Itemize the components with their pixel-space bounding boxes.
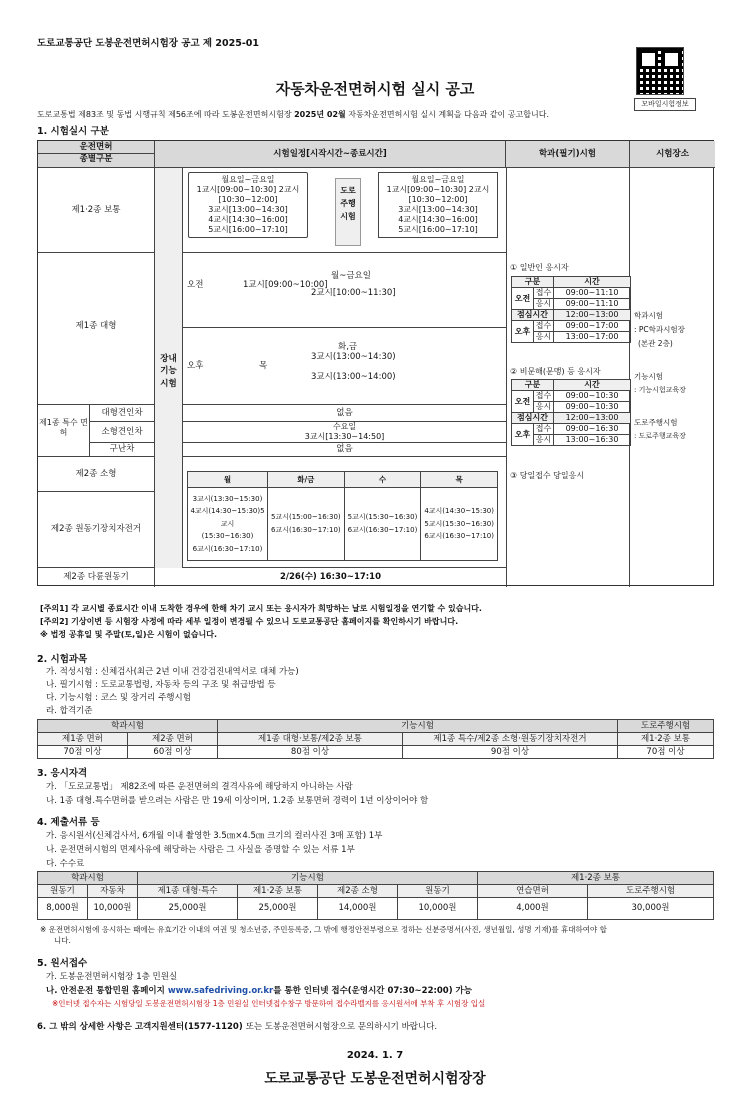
arena-times-normal: 월요일~금요일 1교시[09:00~10:30] 2교시 [10:30~12:00] 3교시[13:00~14:30] 4교시[14:30~16:00] 5교시[16:00~17:10] [188,172,308,238]
t1-pm-reg-l: 접수 [534,321,554,332]
section-4-title: 4. 제출서류 등 [37,817,100,828]
note-3: ※ 법정 공휴일 및 주말(토,일)은 시험이 없습니다. [40,630,217,639]
wk-tuefri: 화/금 [268,472,345,488]
pc-h-road: 도로주행시험 [618,720,714,733]
block-large-pm [183,328,506,405]
fv-8: 30,000원 [588,898,714,920]
t2-take: 응시 [534,402,554,413]
row-wrecker: 구난차 [90,443,155,457]
col-written: 학과(필기)시험 [506,141,630,168]
s4-item-2: 나. 운전면허시험의 면제사유에 해당하는 사람은 그 사실을 증명할 수 있는 서류 1부 [46,845,355,855]
place-written-floor: (본관 2층) [638,339,673,348]
place-road-room: : 도로주행교육장 [634,432,686,440]
wh2-div: 구분 [512,380,554,391]
t1-am-reg: 09:00~11:10 [554,288,631,299]
pc-h-arena: 기능시험 [218,720,618,733]
t2-pm-reg-l: 접수 [534,424,554,435]
place-arena-room: : 기능시험교육장 [634,386,686,394]
note-2: [주의2] 기상이변 등 시험장 사정에 따라 세부 일정이 변경될 수 있으니 도로교통공단 홈페이지를 확인하시기 바랍니다. [40,617,459,626]
fv-7: 4,000원 [478,898,588,920]
fh-8: 도로주행시험 [588,885,714,898]
fee-table [37,871,714,920]
wk-mon: 월 [188,472,268,488]
footer-date: 2024. 1. 7 [346,1050,404,1061]
row-large-tow: 대형견인차 [90,405,155,422]
fh-3: 제1종 대형·특수 [138,885,238,898]
t1-lunch: 점심시간 [512,310,554,321]
wk-wed-times: 5교시(15:30~16:30) 6교시(16:30~17:10) [344,488,421,561]
t2-lunch: 점심시간 [512,413,554,424]
road-test-label: 도로 주행 시험 [335,178,361,246]
t1-take: 응시 [534,299,554,310]
row-class2-multi: 제2종 다륜원동기 [38,568,155,587]
section-6: 6. 그 밖의 상세한 사항은 고객지원센터(1577-1120) 또는 도봉운전면허시험장으로 문의하시기 바랍니다. [37,1022,438,1032]
t2-am: 오전 [512,391,534,413]
place-road: 도로주행시험 [634,418,678,427]
special-wrecker: 없음 [183,443,506,457]
fv-1: 8,000원 [38,898,88,920]
pm-tuefri: 화,금 [338,342,358,352]
row-class1-special: 제1종 특수 면허 [38,405,90,457]
pc-h-written: 학과시험 [38,720,218,733]
t2-am-take: 09:00~10:30 [554,402,631,413]
fee-note-1: ※ 운전면허시험에 응시하는 때에는 유효기간 이내의 여권 및 청소년증, 주민등록증, 그 밖에 행정안전부령으로 정하는 신분증명서(사진, 생년월일, 성명 기재)를 휴대하여야 합 [40,925,607,934]
s5-item-1: 가. 도봉운전면허시험장 1층 민원실 [46,972,178,982]
page-title: 자동차운전면허시험 실시 공고 [275,80,475,98]
t1-pm: 오후 [512,321,534,343]
fh-6: 원동기 [398,885,478,898]
am-days: 월~금요일 [331,271,371,281]
s2-item-1: 가. 적성시험 : 신체검사(최근 2년 이내 건강검진내역서로 대체 가능) [46,667,299,677]
row-class2-small: 제2종 소형 [38,457,155,492]
col-schedule: 시험일정[시작시간~종료시간] [155,141,506,168]
col-license-type: 운전면허 종별구분 [38,141,155,168]
pv-3: 80점 이상 [218,746,403,759]
wk-thu: 목 [421,472,498,488]
t2-pm: 오후 [512,424,534,446]
written-general-table [511,276,631,343]
section-1-title: 1. 시험실시 구분 [37,126,109,137]
fee-h-normal: 제1·2종 보통 [478,872,714,885]
written-general-label: ① 일반인 응시자 [510,263,569,272]
fee-h-arena: 기능시험 [138,872,478,885]
block-normal-schedule [183,168,506,253]
s4-item-3: 다. 수수료 [46,859,85,869]
fv-3: 25,000원 [138,898,238,920]
section-2-title: 2. 시험과목 [37,654,88,665]
wh-div: 구분 [512,277,554,288]
fh-1: 원동기 [38,885,88,898]
t1-pm-reg: 09:00~17:00 [554,321,631,332]
t1-am: 오전 [512,288,534,310]
place-arena: 기능시험 [634,372,663,381]
t2-pm-take: 13:00~16:30 [554,435,631,446]
s5-note: ※인터넷 접수자는 시험당일 도봉운전면허시험장 1층 민원실 인터넷접수창구 방문하여 접수라벨지를 응시원서에 부착 후 시험장 입실 [52,999,486,1008]
t2-reg: 접수 [534,391,554,402]
written-illiterate-label: ② 비문해(문맹) 등 응시자 [510,367,601,376]
pv-2: 60점 이상 [128,746,218,759]
pm-label: 오후 [187,361,204,371]
pc-3: 제1종 대형·보통/제2종 보통 [218,733,403,746]
place-written: 학과시험 [634,311,663,320]
written-illiterate-table [511,379,631,446]
am-period2: 2교시[10:00~11:30] [311,288,396,298]
fh-7: 연습면허 [478,885,588,898]
row-class2-moped: 제2종 원동기장치자전거 [38,492,155,568]
t2-pm-reg: 09:00~16:30 [554,424,631,435]
fh-5: 제2종 소형 [318,885,398,898]
special-large-tow: 없음 [183,405,506,422]
pc-2: 제2종 면허 [128,733,218,746]
pc-5: 제1·2종 보통 [618,733,714,746]
s3-item-1: 가. 「도로교통법」 제82조에 따른 운전면허의 결격사유에 해당하지 아니하는 사람 [46,782,353,792]
fv-4: 25,000원 [238,898,318,920]
pc-1: 제1종 면허 [38,733,128,746]
wk-mon-times: 3교시(13:30~15:30) 4교시(14:30~15:30)5교시 (15:30~16:30) 6교시(16:30~17:10) [188,488,268,561]
t2-pm-take-l: 응시 [534,435,554,446]
t2-am-reg: 09:00~10:30 [554,391,631,402]
weekday-grid [187,471,498,561]
fv-6: 10,000원 [398,898,478,920]
s5-item-2: 나. 안전운전 통합민원 홈페이지 www.safedriving.or.kr를 통한 인터넷 접수(운영시간 07:30~22:00) 가능 [46,986,472,996]
am-label: 오전 [187,280,204,290]
pv-4: 90점 이상 [403,746,618,759]
s3-item-2: 나. 1종 대형.특수면허를 받으려는 사람은 만 19세 이상이며, 1.2종 보통면허 경력이 1년 이상이어야 함 [46,796,429,806]
place-written-room: : PC학과시험장 [634,325,685,334]
wk-tuefri-times: 5교시(15:00~16:30) 6교시(16:30~17:10) [268,488,345,561]
fh-2: 자동차 [88,885,138,898]
row-class1-large: 제1종 대형 [38,253,155,405]
place-col [630,168,715,587]
col-place: 시험장소 [630,141,715,168]
wh-time: 시간 [554,277,631,288]
pv-5: 70점 이상 [618,746,714,759]
row-class12-normal: 제1·2종 보통 [38,168,155,253]
wk-thu-times: 4교시(14:30~15:30) 5교시(15:30~16:30) 6교시(16:30~17:10) [421,488,498,561]
pm-thu: 목 [259,361,268,371]
pm-period2: 3교시(13:00~14:00) [311,372,396,382]
safedriving-link[interactable]: www.safedriving.or.kr [167,986,274,996]
pm-period1: 3교시(13:00~14:30) [311,352,396,362]
multi-schedule: 2/26(수) 16:30~17:10 [279,572,382,582]
fee-h-written: 학과시험 [38,872,138,885]
pv-1: 70점 이상 [38,746,128,759]
t1-pm-take: 13:00~17:00 [554,332,631,343]
s2-item-4: 라. 합격기준 [46,706,93,716]
note-1: [주의1] 각 교시별 종료시간 이내 도착한 경우에 한해 차기 교시 또는 응시자가 희망하는 날로 시험일정을 연기할 수 있습니다. [40,604,482,613]
t1-lunch-time: 12:00~13:00 [554,310,631,321]
written-col [506,168,630,587]
fv-5: 14,000원 [318,898,398,920]
schedule-table [37,140,714,586]
fh-4: 제1·2종 보통 [238,885,318,898]
t1-am-take: 09:00~11:10 [554,299,631,310]
s2-item-2: 나. 필기시험 : 도로교통법령, 자동차 등의 구조 및 취급방법 등 [46,680,276,690]
fv-2: 10,000원 [88,898,138,920]
section-3-title: 3. 응시자격 [37,768,88,779]
am-period1: 1교시[09:00~10:00] [243,280,328,290]
footer-org: 도로교통공단 도봉운전면허시험장장 [264,1071,486,1087]
s4-item-1: 가. 응시원서(신체검사서, 6개월 이내 촬영한 3.5㎝×4.5㎝ 크기의 컬러사진 3매 포함) 1부 [46,831,383,841]
intro-text: 도로교통법 제83조 및 동법 시행규칙 제56조에 따라 도봉운전면허시험장 2025년 02월 자동차운전면허시험 실시 계획을 다음과 같이 공고합니다. [37,110,550,119]
row-small-tow: 소형견인차 [90,422,155,443]
written-sameday-label: ③ 당일접수 당일응시 [510,471,585,480]
wk-wed: 수 [344,472,421,488]
arena-test-label: 장내 기능 시험 [155,168,183,568]
fee-note-2: 니다. [54,936,71,945]
t1-reg: 접수 [534,288,554,299]
road-times-normal: 월요일~금요일 1교시[09:00~10:30] 2교시 [10:30~12:00] 3교시[13:00~14:30] 4교시[14:30~16:00] 5교시[16:00~17:10] [378,172,498,238]
pc-4: 제1종 특수/제2종 소형·원동기장치자전거 [403,733,618,746]
block-large-am [183,253,506,328]
t2-lunch-time: 12:00~13:00 [554,413,631,424]
notice-number: 도로교통공단 도봉운전면허시험장 공고 제 2025-01 [37,38,260,49]
qr-caption: 모바일시험정보 [634,98,696,111]
wh2-time: 시간 [554,380,631,391]
section-5-title: 5. 원서접수 [37,958,88,969]
pass-criteria-table [37,719,714,759]
s2-item-3: 다. 기능시험 : 코스 및 장거리 주행시험 [46,693,191,703]
t1-pm-take-l: 응시 [534,332,554,343]
special-small-tow: 수요일 3교시[13:30~14:50] [183,422,506,443]
